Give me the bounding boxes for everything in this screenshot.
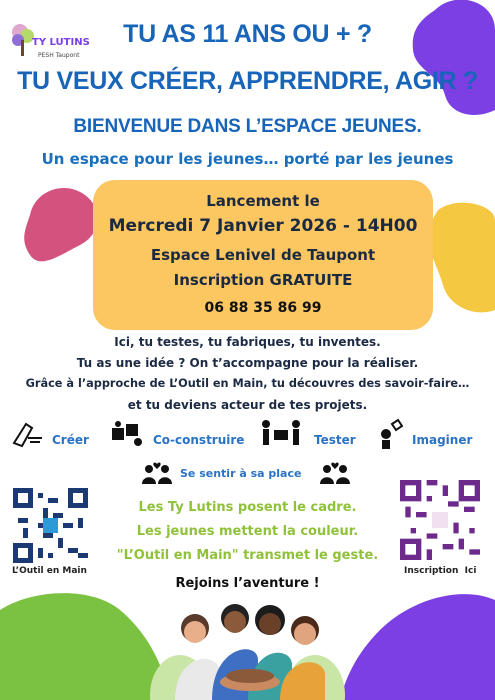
feature-imagine: Imaginer: [412, 433, 473, 447]
feature-test: Tester: [314, 433, 356, 447]
teens-hands-illustration: [140, 600, 355, 700]
slogan-line-1: Les Ty Lutins posent le cadre.: [138, 500, 357, 515]
heading-question: TU VEUX CRÉER, APPRENDRE, AGIR ?: [17, 67, 478, 95]
event-place: Espace Lenivel de Taupont: [150, 246, 376, 264]
people-puzzle-icon: [258, 418, 304, 450]
call-to-action: Rejoins l’aventure !: [175, 576, 320, 591]
event-intro: Lancement le: [206, 192, 320, 210]
body-line-4: et tu deviens acteur de tes projets.: [127, 398, 368, 412]
tagline: Un espace pour les jeunes… porté par les jeunes: [41, 150, 454, 168]
heading-welcome: BIENVENUE DANS L’ESPACE JEUNES.: [73, 116, 422, 137]
body-line-2: Tu as une idée ? On t’accompagne pour la réaliser.: [76, 356, 419, 370]
heading-age: TU AS 11 ANS OU + ?: [123, 20, 372, 48]
event-date: Mercredi 7 Janvier 2026 - 14H00: [108, 216, 418, 236]
body-line-3: Grâce à l’approche de L’Outil en Main, tu découvres des savoir-faire…: [25, 377, 470, 390]
hand-drawing-icon: [10, 418, 46, 448]
thinking-person-icon: [374, 418, 408, 450]
slogan-line-3: "L’Outil en Main" transmet le geste.: [116, 548, 379, 563]
logo-name: TY LUTINS: [32, 37, 90, 48]
event-phone[interactable]: 06 88 35 86 99: [204, 300, 322, 316]
logo-subtitle: PESH Taupont: [38, 52, 80, 59]
qr-code-inscription[interactable]: [400, 480, 480, 560]
event-registration: Inscription GRATUITE: [173, 271, 353, 289]
qr-right-caption: Inscription Ici: [404, 566, 477, 576]
feature-co-build: Co-construire: [153, 433, 245, 447]
purple-blob-top-right: [395, 0, 495, 120]
qr-left-caption: L’Outil en Main: [12, 566, 87, 576]
feature-create: Créer: [52, 433, 89, 447]
puzzle-team-icon: [108, 418, 148, 450]
qr-code-outil-en-main[interactable]: [13, 488, 88, 563]
feature-belonging: Se sentir à sa place: [180, 467, 302, 480]
body-line-1: Ici, tu testes, tu fabriques, tu inventes.: [114, 335, 381, 349]
purple-blob-bottom-right: [340, 590, 495, 700]
group-heart-icon: [140, 460, 174, 486]
group-heart-icon: [318, 460, 352, 486]
slogan-line-2: Les jeunes mettent la couleur.: [136, 524, 359, 539]
